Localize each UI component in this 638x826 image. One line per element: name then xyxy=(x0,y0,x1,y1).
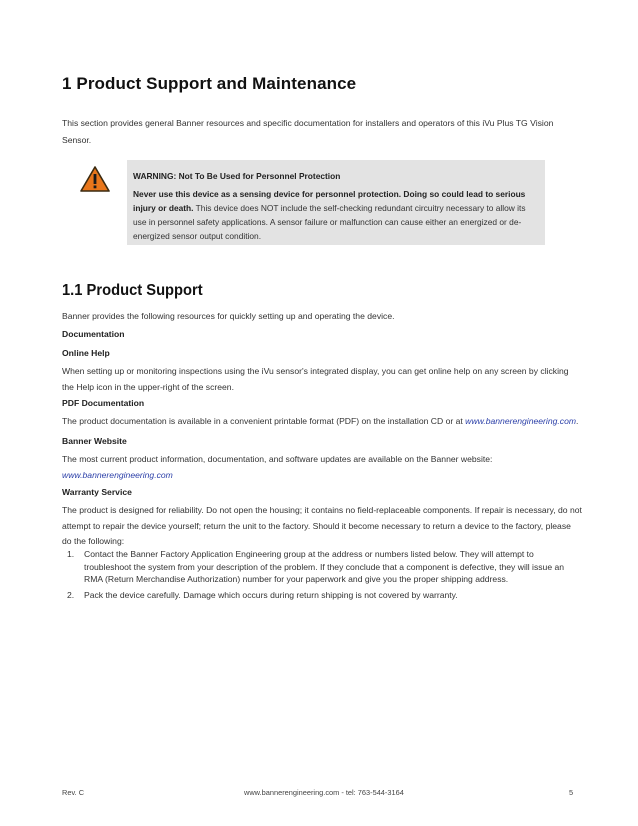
warning-emphasis: Never use this device as a sensing device for personnel protection. Doing so could lead to serious injury or death. xyxy=(133,189,526,213)
support-intro: Banner provides the following resources for quickly setting up and operating the device. xyxy=(62,311,395,321)
documentation-heading: Documentation xyxy=(62,329,125,339)
footer-revision: Rev. C xyxy=(62,788,85,797)
warning-triangle-icon xyxy=(80,166,110,192)
list-item: 1. Contact the Banner Factory Application Engineering group at the address or numbers listed below. They will attempt to troubleshoot the system from your description of the problem. If they conclude that a component is defective, they will issue an RMA (Return Merchandise Authorization) number for your paperwork and give you the proper shipping address. xyxy=(67,549,565,584)
warranty-service-heading: Warranty Service xyxy=(62,487,132,497)
warranty-service-text: The product is designed for reliability. Do not open the housing; it contains no field-replaceable components. If repair is necessary, do not attempt to repair the device yourself; return the unit to the factory. Should it become necessary to return a device to the factory, please do the following: xyxy=(62,505,582,546)
return-steps-list xyxy=(62,548,582,604)
pdf-documentation-text: The product documentation is available in a convenient printable format (PDF) on the installation CD or at www.bannerengineering.com. xyxy=(62,416,579,426)
pdf-website-link[interactable]: www.bannerengineering.com xyxy=(465,416,577,426)
footer-page-number: 5 xyxy=(569,788,574,797)
online-help-heading: Online Help xyxy=(62,348,110,358)
pdf-documentation-heading: PDF Documentation xyxy=(62,398,145,408)
footer-contact: www.bannerengineering.com - tel: 763-544-3164 xyxy=(244,788,404,797)
subsection-title: 1.1 Product Support xyxy=(62,282,203,299)
warning-text: This device does NOT include the self-checking redundant circuitry necessary to allow its use in personnel safety applications. A sensor failure or malfunction can cause either an energized or de-energized sensor output condition. xyxy=(133,203,526,241)
warning-body xyxy=(133,187,539,243)
banner-website-text: The most current product information, documentation, and software updates are available on the Banner website: www.bannerengineering.com xyxy=(62,454,493,480)
banner-website-heading: Banner Website xyxy=(62,436,127,446)
section-intro: This section provides general Banner resources and specific documentation for installers and operators of this iVu Plus TG Vision Sensor. xyxy=(62,118,554,145)
warning-title: WARNING: Not To Be Used for Personnel Protection xyxy=(133,171,341,181)
online-help-text: When setting up or monitoring inspections using the iVu sensor's integrated display, you can get online help on any screen by clicking the Help icon in the upper-right of the screen. xyxy=(62,366,569,392)
section-title: 1 Product Support and Maintenance xyxy=(62,74,357,93)
banner-website-link[interactable]: www.bannerengineering.com xyxy=(62,469,173,480)
list-item: 2. Pack the device carefully. Damage which occurs during return shipping is not covered by warranty. xyxy=(67,589,458,600)
